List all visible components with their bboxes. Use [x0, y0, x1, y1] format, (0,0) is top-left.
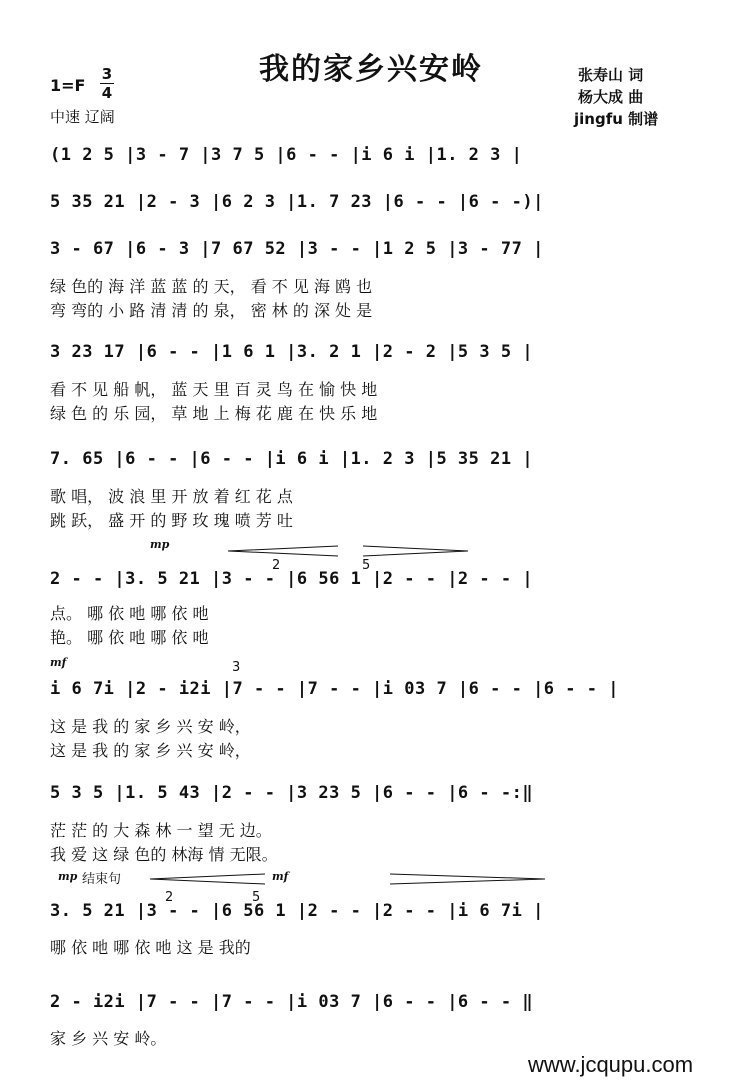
site-watermark: www.jcqupu.com — [528, 1052, 694, 1077]
staff-row-4: 3 23 17 |6 - - |1 6 1 |3. 2 1 |2 - 2 |5 3 5 | — [50, 342, 534, 362]
staff-row-3: 3 - 67 |6 - 3 |7 67 52 |3 - - |1 2 5 |3 - 77 | — [50, 239, 544, 259]
dynamic-mp-2: mp — [58, 870, 78, 883]
staff-row-1: (1 2 5 |3 - 7 |3 7 5 |6 - - |i 6 i |1. 2 3 | — [50, 145, 523, 165]
dynamic-mp-1: mp — [150, 538, 170, 551]
lyricist-credit: 张寿山 词 — [578, 66, 644, 84]
transcriber-credit: jingfu 制谱 — [574, 110, 659, 128]
staff-row-5: 7. 65 |6 - - |6 - - |i 6 i |1. 2 3 |5 35 21 | — [50, 449, 534, 469]
dynamic-mf-2: mf — [272, 870, 289, 883]
lyric-row-7-verse-2: 这 是 我 的 家 乡 兴 安 岭， — [50, 741, 251, 760]
lyric-row-5-verse-2: 跳 跃， 盛 开 的 野 玫 瑰 喷 芳 吐 — [50, 511, 293, 530]
time-signature — [100, 66, 114, 101]
crescendo-hairpins-1 — [228, 544, 478, 558]
staff-row-6: 2 - - |3. 5 21 |3 - - |6 56 1 |2 - - |2 - - | — [50, 569, 534, 589]
lyric-row-7-verse-1: 这 是 我 的 家 乡 兴 安 岭， — [50, 717, 251, 736]
lyric-row-6-verse-1: 点。 哪 依 吔 哪 依 吔 — [50, 604, 209, 623]
crescendo-hairpins-2 — [150, 872, 550, 886]
composer-credit: 杨大成 曲 — [578, 88, 644, 106]
staff-row-10: 2 - i2i |7 - - |7 - - |i 03 7 |6 - - |6 - - ‖ — [50, 992, 534, 1012]
time-signature-top: 3 — [101, 65, 113, 83]
lyric-row-5-verse-1: 歌 唱， 波 浪 里 开 放 着 红 花 点 — [50, 487, 293, 506]
volta-number-2b: 5 — [252, 890, 261, 905]
key-signature: 1=F — [50, 76, 86, 95]
lyric-row-10-verse-1: 家 乡 兴 安 岭。 — [50, 1029, 167, 1048]
lyric-row-3-verse-2: 弯 弯的 小 路 清 清 的 泉， 密 林 的 深 处 是 — [50, 301, 373, 320]
staff-row-7: i 6 7i |2 - i2i |7 - - |7 - - |i 03 7 |6 - - |6 - - | — [50, 679, 619, 699]
lyric-row-6-verse-2: 艳。 哪 依 吔 哪 依 吔 — [50, 628, 209, 647]
lyric-row-4-verse-2: 绿 色 的 乐 园， 草 地 上 梅 花 鹿 在 快 乐 地 — [50, 404, 378, 423]
lyric-row-4-verse-1: 看 不 见 船 帆， 蓝 天 里 百 灵 鸟 在 愉 快 地 — [50, 380, 378, 399]
volta-number-1b: 5 — [362, 558, 371, 573]
ending-label: 结束句 — [82, 872, 122, 887]
page-title: 我的家乡兴安岭 — [259, 52, 483, 87]
lyric-row-8-verse-1: 茫 茫 的 大 森 林 一 望 无 边。 — [50, 821, 272, 840]
time-signature-bottom: 4 — [101, 84, 113, 102]
tempo-marking: 中速 辽阔 — [50, 108, 115, 126]
dynamic-mf-1: mf — [50, 656, 67, 669]
volta-number-2: 2 — [165, 890, 174, 905]
lyric-row-3-verse-1: 绿 色的 海 洋 蓝 蓝 的 天， 看 不 见 海 鸥 也 — [50, 277, 373, 296]
lyric-row-9-verse-1: 哪 依 吔 哪 依 吔 这 是 我的 — [50, 938, 251, 957]
lyric-row-8-verse-2: 我 爱 这 绿 色的 林海 情 无限。 — [50, 845, 278, 864]
volta-number-1: 2 — [272, 558, 281, 573]
staff-row-9: 3. 5 21 |3 - - |6 56 1 |2 - - |2 - - |i 6 7i | — [50, 901, 544, 921]
staff-row-2: 5 35 21 |2 - 3 |6 2 3 |1. 7 23 |6 - - |6 - -)| — [50, 192, 544, 212]
triplet-number: 3 — [232, 660, 241, 675]
staff-row-8: 5 3 5 |1. 5 43 |2 - - |3 23 5 |6 - - |6 - -:‖ — [50, 783, 534, 803]
